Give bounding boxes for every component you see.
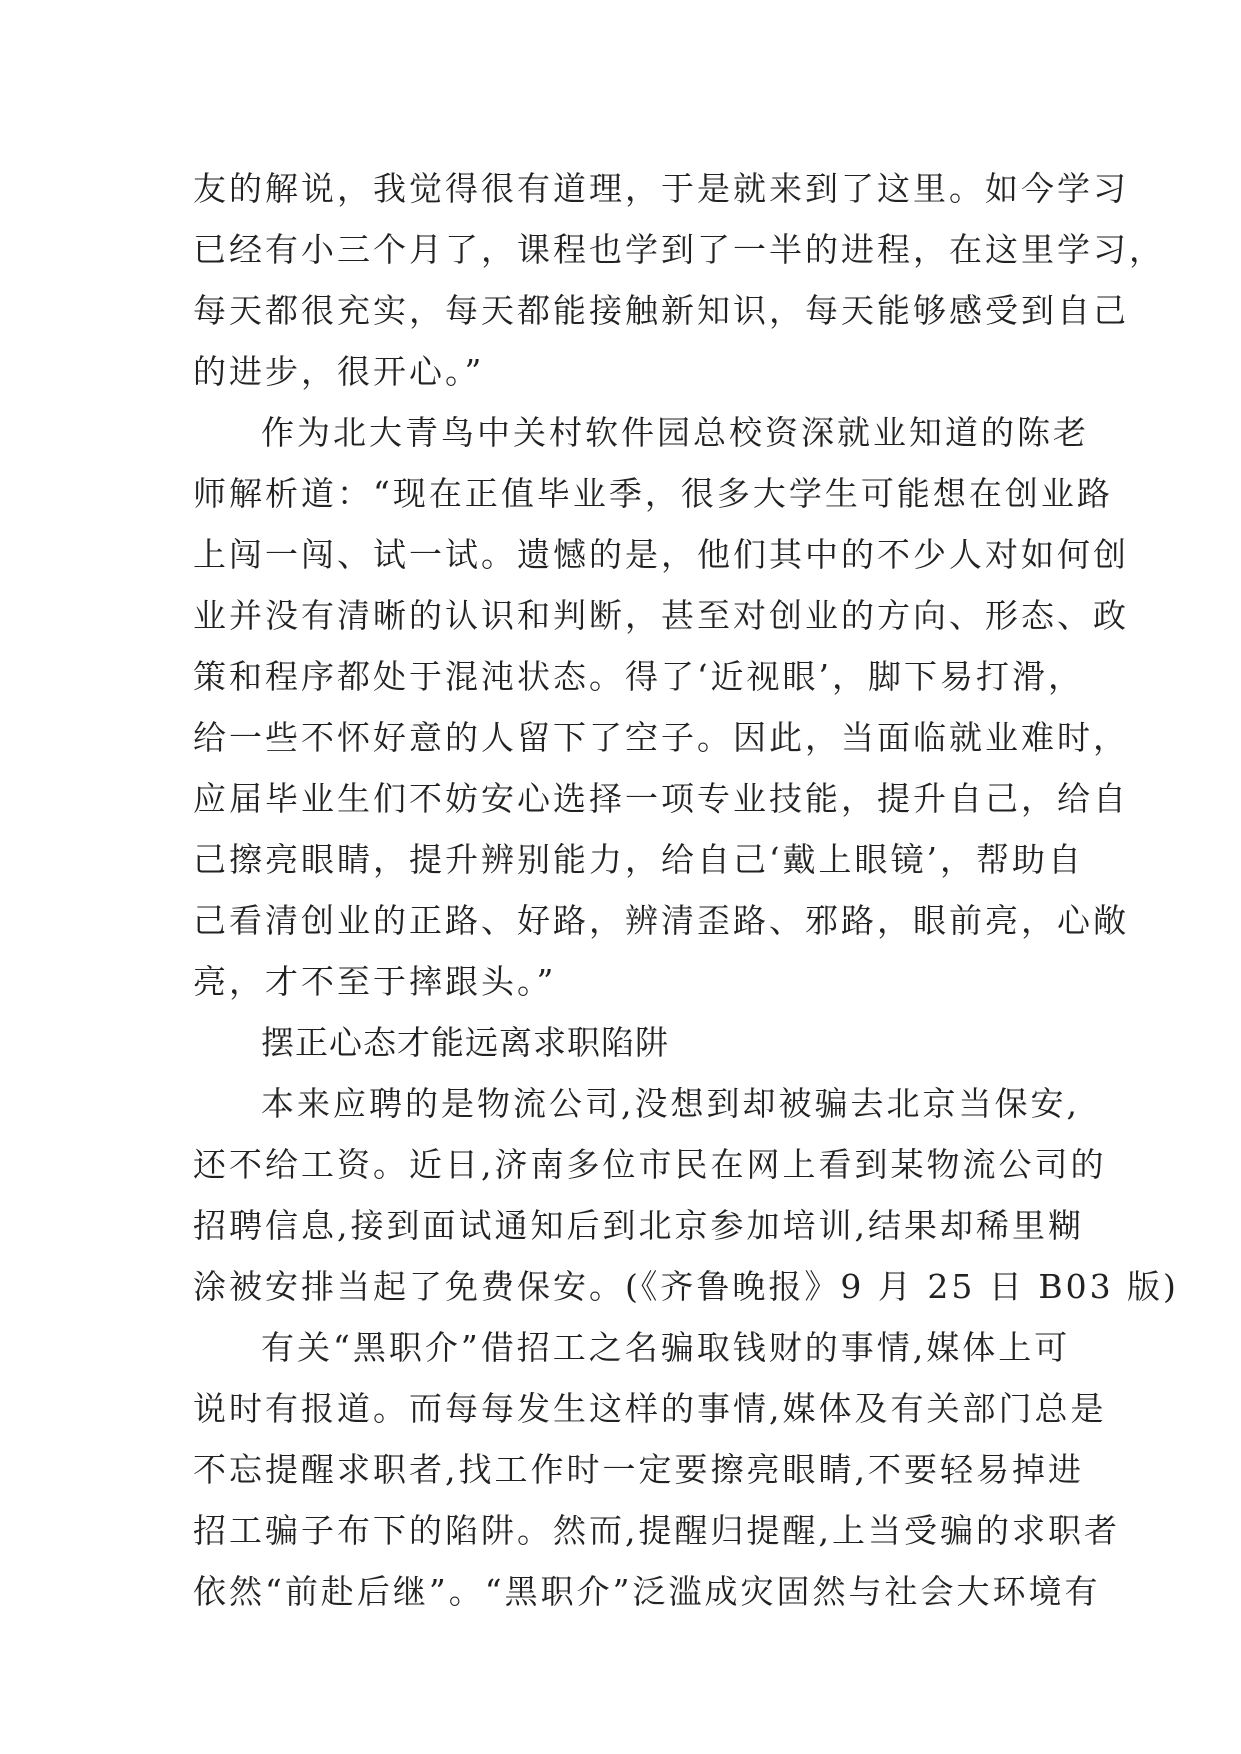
text-line: 本来应聘的是物流公司,没想到却被骗去北京当保安, <box>261 1084 1080 1123</box>
text-line: 己看清创业的正路、好路，辨清歪路、邪路，眼前亮，心敞 <box>193 901 1129 940</box>
text-line: 涂被安排当起了免费保安。(《齐鲁晚报》9 月 25 日 B03 版) <box>193 1267 1179 1306</box>
text-line: 己擦亮眼睛，提升辨别能力，给自己‘戴上眼镜’，帮助自 <box>193 840 1084 879</box>
section-heading: 摆正心态才能远离求职陷阱 <box>261 1023 669 1062</box>
text-line: 的进步，很开心。” <box>193 352 485 391</box>
text-line: 给一些不怀好意的人留下了空子。因此，当面临就业难时， <box>193 718 1129 757</box>
text-line: 说时有报道。而每每发生这样的事情,媒体及有关部门总是 <box>193 1389 1107 1428</box>
text-line: 师解析道：“现在正值毕业季，很多大学生可能想在创业路 <box>193 474 1113 513</box>
text-line: 业并没有清晰的认识和判断，甚至对创业的方向、形态、政 <box>193 596 1129 635</box>
text-line: 依然“前赴后继”。“黑职介”泛滥成灾固然与社会大环境有 <box>193 1572 1101 1611</box>
text-line: 策和程序都处于混沌状态。得了‘近视眼’，脚下易打滑， <box>193 657 1084 696</box>
text-line: 还不给工资。近日,济南多位市民在网上看到某物流公司的 <box>193 1145 1107 1184</box>
text-line: 有关“黑职介”借招工之名骗取钱财的事情,媒体上可 <box>261 1328 1071 1367</box>
text-line: 友的解说，我觉得很有道理，于是就来到了这里。如今学习 <box>193 169 1129 208</box>
text-line: 招聘信息,接到面试通知后到北京参加培训,结果却稀里糊 <box>193 1206 1084 1245</box>
body-text <box>193 158 1179 1622</box>
text-line: 上闯一闯、试一试。遗憾的是，他们其中的不少人对如何创 <box>193 535 1129 574</box>
text-line: 不忘提醒求职者,找工作时一定要擦亮眼睛,不要轻易掉进 <box>193 1450 1084 1489</box>
text-line: 应届毕业生们不妨安心选择一项专业技能，提升自己，给自 <box>193 779 1129 818</box>
text-line: 已经有小三个月了，课程也学到了一半的进程，在这里学习， <box>193 230 1165 269</box>
text-line: 亮，才不至于摔跟头。” <box>193 962 557 1001</box>
text-line: 作为北大青鸟中关村软件园总校资深就业知道的陈老 <box>261 413 1089 452</box>
text-line: 招工骗子布下的陷阱。然而,提醒归提醒,上当受骗的求职者 <box>193 1511 1120 1550</box>
text-line: 每天都很充实，每天都能接触新知识，每天能够感受到自己 <box>193 291 1129 330</box>
